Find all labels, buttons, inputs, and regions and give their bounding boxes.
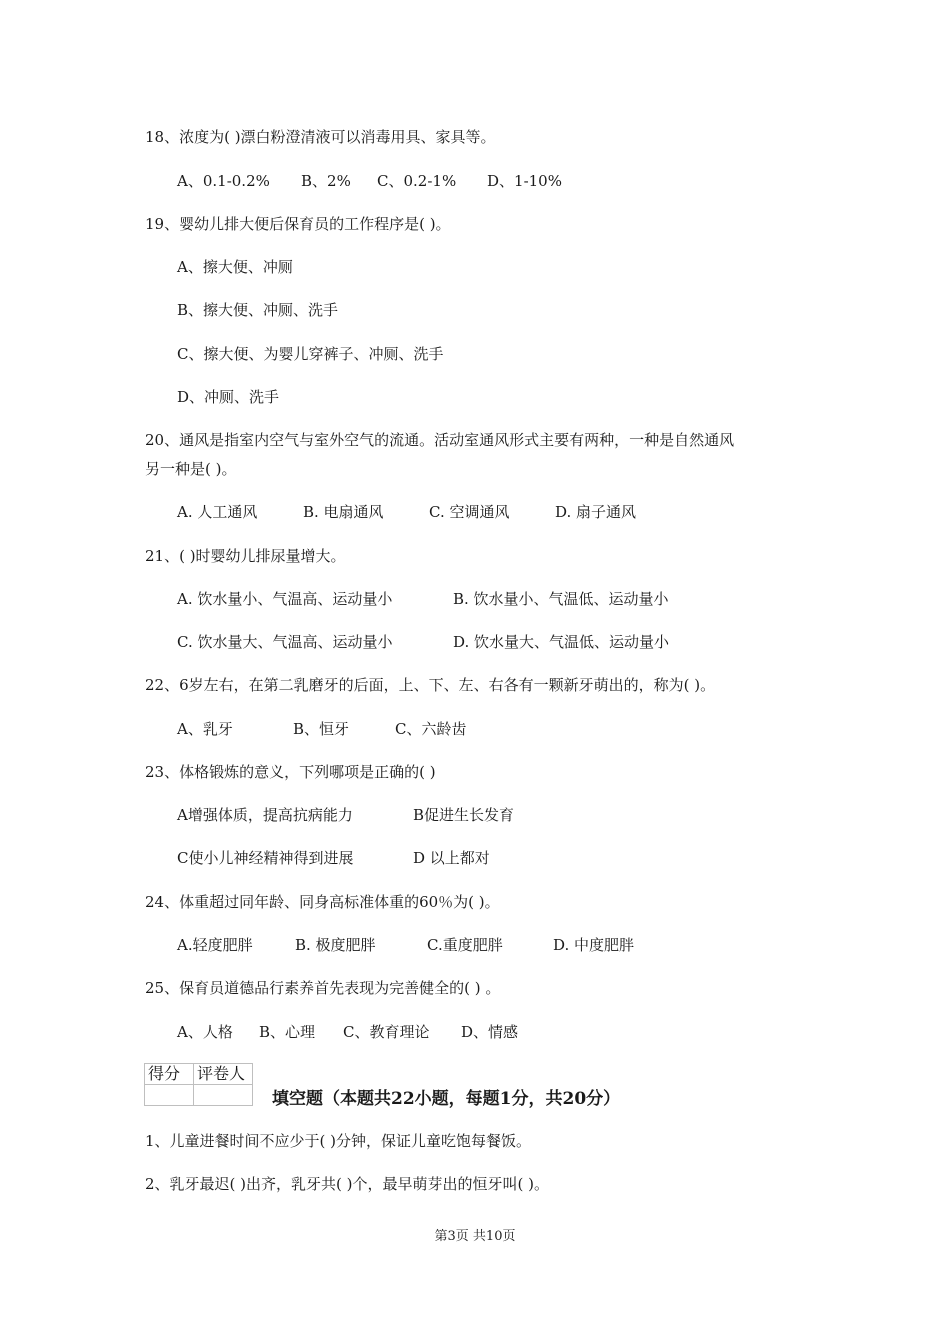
option-c: C. 饮水量大、气温高、运动量小 bbox=[177, 633, 393, 651]
score-table-header bbox=[145, 1064, 253, 1085]
option-b: B. 极度肥胖 bbox=[295, 936, 376, 954]
question-24-stem: 24、体重超过同年龄、同身高标准体重的60％为( )。 bbox=[145, 893, 500, 911]
option-a: A、0.1-0.2% bbox=[177, 172, 270, 190]
score-cell[interactable] bbox=[145, 1085, 194, 1106]
option-b: B. 电扇通风 bbox=[303, 503, 384, 521]
option-b: B. 饮水量小、气温低、运动量小 bbox=[453, 590, 669, 608]
score-header: 得分 bbox=[145, 1064, 194, 1085]
question-19-option-d: D、冲厕、洗手 bbox=[177, 388, 280, 406]
option-c: C. 空调通风 bbox=[429, 503, 510, 521]
score-table-blank-row bbox=[145, 1085, 253, 1106]
section-title: 填空题（本题共22小题，每题1分，共20分） bbox=[272, 1089, 621, 1109]
option-d: D. 饮水量大、气温低、运动量小 bbox=[453, 633, 670, 651]
question-24-options bbox=[177, 935, 634, 955]
grader-header: 评卷人 bbox=[194, 1064, 253, 1085]
option-c: C使小儿神经精神得到进展 bbox=[177, 849, 354, 867]
question-18-options bbox=[177, 171, 562, 191]
question-21-options-row2 bbox=[177, 632, 669, 652]
question-19-option-a: A、擦大便、冲厕 bbox=[177, 258, 293, 276]
option-d: D. 扇子通风 bbox=[555, 503, 637, 521]
option-c: C、0.2-1% bbox=[377, 172, 457, 190]
question-18-stem: 18、浓度为( )漂白粉澄清液可以消毒用具、家具等。 bbox=[145, 128, 496, 146]
option-b: B促进生长发育 bbox=[413, 806, 515, 824]
option-c: C、六龄齿 bbox=[395, 720, 467, 738]
question-21-options-row1 bbox=[177, 589, 669, 609]
question-25-stem: 25、保育员道德品行素养首先表现为完善健全的( ) 。 bbox=[145, 979, 501, 997]
question-19-option-c: C、擦大便、为婴儿穿裤子、冲厕、洗手 bbox=[177, 345, 444, 363]
option-c: C、教育理论 bbox=[343, 1023, 430, 1041]
fill-question-1: 1、儿童进餐时间不应少于( )分钟，保证儿童吃饱每餐饭。 bbox=[145, 1132, 532, 1150]
question-22-options bbox=[177, 719, 466, 739]
option-a: A. 饮水量小、气温高、运动量小 bbox=[177, 590, 393, 608]
option-a: A、人格 bbox=[177, 1023, 233, 1041]
option-a: A、乳牙 bbox=[177, 720, 233, 738]
grader-cell[interactable] bbox=[194, 1085, 253, 1106]
question-21-stem: 21、( )时婴幼儿排尿量增大。 bbox=[145, 547, 346, 565]
page-footer: 第3页 共10页 bbox=[434, 1229, 516, 1244]
option-a: A.轻度肥胖 bbox=[177, 936, 253, 954]
option-a: A增强体质，提高抗病能力 bbox=[177, 806, 353, 824]
option-d: D. 中度肥胖 bbox=[553, 936, 635, 954]
question-23-stem: 23、体格锻炼的意义，下列哪项是正确的( ) bbox=[145, 763, 436, 781]
question-25-options bbox=[177, 1022, 518, 1042]
question-20-stem: 20、通风是指室内空气与室外空气的流通。活动室通风形式主要有两种，一种是自然通风 bbox=[145, 431, 735, 449]
question-19-option-b: B、擦大便、冲厕、洗手 bbox=[177, 301, 339, 319]
question-20-stem-cont: 另一种是( )。 bbox=[145, 460, 237, 478]
option-c: C.重度肥胖 bbox=[427, 936, 503, 954]
score-table bbox=[144, 1063, 253, 1106]
fill-question-2: 2、乳牙最迟( )出齐，乳牙共( )个，最早萌芽出的恒牙叫( )。 bbox=[145, 1175, 549, 1193]
question-20-options bbox=[177, 502, 636, 522]
option-a: A. 人工通风 bbox=[177, 503, 258, 521]
option-b: B、2% bbox=[301, 172, 351, 190]
option-d: D 以上都对 bbox=[413, 849, 490, 867]
question-23-options-row2 bbox=[177, 848, 490, 868]
question-22-stem: 22、6岁左右，在第二乳磨牙的后面，上、下、左、右各有一颗新牙萌出的，称为( )。 bbox=[145, 676, 716, 694]
question-19-stem: 19、婴幼儿排大便后保育员的工作程序是( )。 bbox=[145, 215, 451, 233]
option-d: D、1-10% bbox=[487, 172, 562, 190]
option-d: D、情感 bbox=[461, 1023, 519, 1041]
option-b: B、心理 bbox=[259, 1023, 316, 1041]
question-23-options-row1 bbox=[177, 805, 514, 825]
option-b: B、恒牙 bbox=[293, 720, 350, 738]
